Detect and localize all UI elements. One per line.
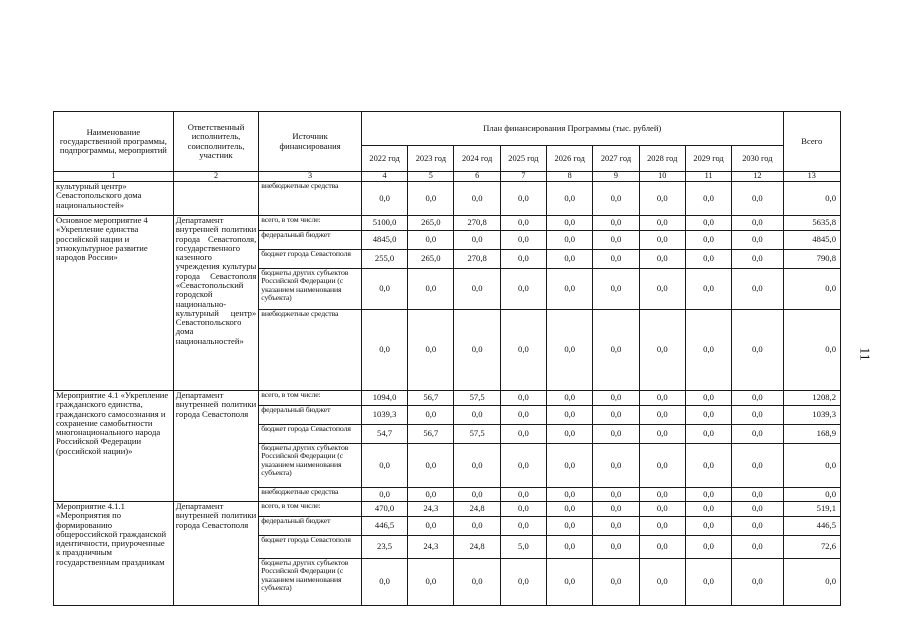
amount-cell: 0,0 <box>732 216 783 231</box>
amount-cell: 0,0 <box>500 406 546 425</box>
amount-cell: 446,5 <box>361 517 407 536</box>
year-header: 2023 год <box>408 146 454 172</box>
amount-cell: 0,0 <box>732 182 783 216</box>
amount-cell: 0,0 <box>593 559 639 606</box>
amount-cell: 270,8 <box>454 250 500 269</box>
total-cell: 519,1 <box>783 502 840 517</box>
responsible-executor: Департамент внутренней политики города Севастополя <box>173 391 259 502</box>
amount-cell: 0,0 <box>361 182 407 216</box>
amount-cell: 24,3 <box>408 536 454 559</box>
amount-cell: 0,0 <box>547 559 593 606</box>
amount-cell: 0,0 <box>361 269 407 310</box>
amount-cell: 0,0 <box>685 517 731 536</box>
year-header: 2030 год <box>732 146 783 172</box>
amount-cell: 265,0 <box>408 250 454 269</box>
total-cell: 0,0 <box>783 559 840 606</box>
amount-cell: 0,0 <box>593 182 639 216</box>
amount-cell: 0,0 <box>593 269 639 310</box>
column-number: 13 <box>783 172 840 182</box>
header-source: Источник финансирования <box>259 112 362 172</box>
total-cell: 0,0 <box>783 269 840 310</box>
amount-cell: 24,8 <box>454 536 500 559</box>
amount-cell: 0,0 <box>500 310 546 391</box>
amount-cell: 0,0 <box>547 502 593 517</box>
amount-cell: 0,0 <box>593 250 639 269</box>
amount-cell: 24,3 <box>408 502 454 517</box>
amount-cell: 0,0 <box>547 406 593 425</box>
funding-source: всего, в том числе: <box>259 216 362 231</box>
header-name: Наименование государственной программы, подпрограммы, мероприятий <box>54 112 174 172</box>
amount-cell: 0,0 <box>408 269 454 310</box>
amount-cell: 255,0 <box>361 250 407 269</box>
amount-cell: 0,0 <box>500 182 546 216</box>
amount-cell: 0,0 <box>685 269 731 310</box>
funding-source: бюджет города Севастополя <box>259 250 362 269</box>
measure-name: культурный центр» Севастопольского дома национальностей» <box>54 182 174 216</box>
amount-cell: 0,0 <box>732 406 783 425</box>
amount-cell: 0,0 <box>408 406 454 425</box>
amount-cell: 0,0 <box>408 444 454 488</box>
funding-source: внебюджетные средства <box>259 488 362 502</box>
amount-cell: 0,0 <box>732 517 783 536</box>
amount-cell: 0,0 <box>454 488 500 502</box>
amount-cell: 0,0 <box>454 444 500 488</box>
amount-cell: 0,0 <box>732 559 783 606</box>
amount-cell: 57,5 <box>454 425 500 444</box>
amount-cell: 0,0 <box>500 488 546 502</box>
amount-cell: 0,0 <box>685 444 731 488</box>
amount-cell: 0,0 <box>732 250 783 269</box>
column-number: 8 <box>547 172 593 182</box>
header-plan: План финансирования Программы (тыс. рублей) <box>361 112 783 146</box>
responsible-executor: Департамент внутренней политики города Севастополя <box>173 502 259 606</box>
amount-cell: 0,0 <box>685 559 731 606</box>
amount-cell: 24,8 <box>454 502 500 517</box>
amount-cell: 1039,3 <box>361 406 407 425</box>
amount-cell: 56,7 <box>408 425 454 444</box>
amount-cell: 0,0 <box>639 406 685 425</box>
amount-cell: 0,0 <box>547 444 593 488</box>
amount-cell: 4845,0 <box>361 231 407 250</box>
amount-cell: 0,0 <box>685 250 731 269</box>
amount-cell: 0,0 <box>454 231 500 250</box>
amount-cell: 0,0 <box>639 536 685 559</box>
amount-cell: 0,0 <box>547 517 593 536</box>
column-number: 3 <box>259 172 362 182</box>
amount-cell: 265,0 <box>408 216 454 231</box>
amount-cell: 0,0 <box>454 182 500 216</box>
measure-name: Мероприятие 4.1 «Укрепление гражданского единства, гражданского самосознания и сохранение самобытности многонационального народа Российской Федерации (российской нации)» <box>54 391 174 502</box>
amount-cell: 0,0 <box>685 536 731 559</box>
amount-cell: 0,0 <box>454 269 500 310</box>
total-cell: 5635,8 <box>783 216 840 231</box>
amount-cell: 0,0 <box>685 310 731 391</box>
amount-cell: 0,0 <box>593 425 639 444</box>
funding-source: федеральный бюджет <box>259 231 362 250</box>
amount-cell: 0,0 <box>361 310 407 391</box>
amount-cell: 0,0 <box>639 517 685 536</box>
amount-cell: 0,0 <box>593 488 639 502</box>
amount-cell: 0,0 <box>547 216 593 231</box>
year-header: 2024 год <box>454 146 500 172</box>
total-cell: 1039,3 <box>783 406 840 425</box>
amount-cell: 0,0 <box>639 391 685 406</box>
amount-cell: 0,0 <box>408 559 454 606</box>
column-number: 7 <box>500 172 546 182</box>
amount-cell: 0,0 <box>500 559 546 606</box>
table-row <box>54 502 841 517</box>
funding-source: бюджеты других субъектов Российской Федерации (с указанием наименования субъекта) <box>259 559 362 606</box>
amount-cell: 0,0 <box>547 425 593 444</box>
total-cell: 72,6 <box>783 536 840 559</box>
amount-cell: 0,0 <box>547 310 593 391</box>
amount-cell: 0,0 <box>685 502 731 517</box>
amount-cell: 0,0 <box>732 269 783 310</box>
amount-cell: 0,0 <box>639 444 685 488</box>
amount-cell: 0,0 <box>361 488 407 502</box>
funding-source: внебюджетные средства <box>259 182 362 216</box>
amount-cell: 0,0 <box>639 231 685 250</box>
amount-cell: 0,0 <box>500 502 546 517</box>
amount-cell: 5100,0 <box>361 216 407 231</box>
column-number: 9 <box>593 172 639 182</box>
amount-cell: 0,0 <box>361 559 407 606</box>
amount-cell: 23,5 <box>361 536 407 559</box>
amount-cell: 0,0 <box>685 488 731 502</box>
total-cell: 0,0 <box>783 182 840 216</box>
amount-cell: 0,0 <box>732 310 783 391</box>
amount-cell: 0,0 <box>547 182 593 216</box>
amount-cell: 57,5 <box>454 391 500 406</box>
column-number: 11 <box>685 172 731 182</box>
amount-cell: 0,0 <box>500 269 546 310</box>
funding-source: федеральный бюджет <box>259 406 362 425</box>
amount-cell: 0,0 <box>732 444 783 488</box>
year-header: 2029 год <box>685 146 731 172</box>
amount-cell: 0,0 <box>732 488 783 502</box>
amount-cell: 0,0 <box>593 502 639 517</box>
amount-cell: 0,0 <box>454 559 500 606</box>
amount-cell: 0,0 <box>593 517 639 536</box>
amount-cell: 0,0 <box>685 425 731 444</box>
amount-cell: 0,0 <box>547 536 593 559</box>
amount-cell: 0,0 <box>454 406 500 425</box>
header-responsible: Ответственный исполнитель, соисполнитель, участник <box>173 112 259 172</box>
total-cell: 446,5 <box>783 517 840 536</box>
amount-cell: 0,0 <box>500 391 546 406</box>
amount-cell: 270,8 <box>454 216 500 231</box>
amount-cell: 0,0 <box>408 488 454 502</box>
amount-cell: 0,0 <box>732 231 783 250</box>
total-cell: 0,0 <box>783 444 840 488</box>
amount-cell: 54,7 <box>361 425 407 444</box>
amount-cell: 0,0 <box>685 406 731 425</box>
amount-cell: 0,0 <box>593 536 639 559</box>
amount-cell: 0,0 <box>408 182 454 216</box>
amount-cell: 0,0 <box>593 444 639 488</box>
amount-cell: 0,0 <box>547 269 593 310</box>
year-header: 2025 год <box>500 146 546 172</box>
amount-cell: 0,0 <box>500 425 546 444</box>
total-cell: 0,0 <box>783 310 840 391</box>
amount-cell: 0,0 <box>547 250 593 269</box>
year-header: 2028 год <box>639 146 685 172</box>
column-number: 5 <box>408 172 454 182</box>
amount-cell: 0,0 <box>732 425 783 444</box>
amount-cell: 0,0 <box>639 250 685 269</box>
funding-source: бюджет города Севастополя <box>259 536 362 559</box>
total-cell: 790,8 <box>783 250 840 269</box>
year-header: 2022 год <box>361 146 407 172</box>
table-row <box>54 182 841 216</box>
amount-cell: 0,0 <box>639 502 685 517</box>
amount-cell: 0,0 <box>593 391 639 406</box>
responsible-executor <box>173 182 259 216</box>
amount-cell: 0,0 <box>547 488 593 502</box>
amount-cell: 0,0 <box>732 502 783 517</box>
table-row <box>54 391 841 406</box>
column-number: 2 <box>173 172 259 182</box>
amount-cell: 0,0 <box>639 425 685 444</box>
funding-source: внебюджетные средства <box>259 310 362 391</box>
amount-cell: 0,0 <box>454 310 500 391</box>
funding-source: бюджеты других субъектов Российской Федерации (с указанием наименования субъекта) <box>259 269 362 310</box>
total-cell: 168,9 <box>783 425 840 444</box>
financing-table <box>53 111 841 606</box>
amount-cell: 0,0 <box>639 310 685 391</box>
funding-source: бюджеты других субъектов Российской Федерации (с указанием наименования субъекта) <box>259 444 362 488</box>
amount-cell: 5,0 <box>500 536 546 559</box>
funding-source: федеральный бюджет <box>259 517 362 536</box>
amount-cell: 1094,0 <box>361 391 407 406</box>
amount-cell: 0,0 <box>593 231 639 250</box>
measure-name: Мероприятие 4.1.1 «Мероприятия по формированию общероссийской гражданской идентичности, приуроченные к праздничным государственным праздникам <box>54 502 174 606</box>
amount-cell: 0,0 <box>593 406 639 425</box>
table-row <box>54 216 841 231</box>
amount-cell: 0,0 <box>500 216 546 231</box>
column-number: 12 <box>732 172 783 182</box>
funding-source: бюджет города Севастополя <box>259 425 362 444</box>
measure-name: Основное мероприятие 4 «Укрепление единства российской нации и этнокультурное развитие народов России» <box>54 216 174 391</box>
amount-cell: 56,7 <box>408 391 454 406</box>
amount-cell: 0,0 <box>500 250 546 269</box>
column-number: 6 <box>454 172 500 182</box>
year-header: 2027 год <box>593 146 639 172</box>
amount-cell: 0,0 <box>685 182 731 216</box>
amount-cell: 0,0 <box>593 310 639 391</box>
amount-cell: 0,0 <box>732 391 783 406</box>
header-total: Всего <box>783 112 840 172</box>
amount-cell: 0,0 <box>732 536 783 559</box>
responsible-executor: Департамент внутренней политики города Севастополя, государственного казенного учреждения культуры города Севастополя «Севастопольский городской национально-культурный центр» Севастопольского дома национальностей» <box>173 216 259 391</box>
year-header: 2026 год <box>547 146 593 172</box>
column-number: 10 <box>639 172 685 182</box>
amount-cell: 0,0 <box>408 231 454 250</box>
amount-cell: 0,0 <box>547 391 593 406</box>
amount-cell: 0,0 <box>593 216 639 231</box>
amount-cell: 0,0 <box>685 231 731 250</box>
amount-cell: 0,0 <box>639 488 685 502</box>
amount-cell: 0,0 <box>408 310 454 391</box>
amount-cell: 0,0 <box>408 517 454 536</box>
column-number: 1 <box>54 172 174 182</box>
amount-cell: 0,0 <box>685 216 731 231</box>
amount-cell: 0,0 <box>500 231 546 250</box>
amount-cell: 470,0 <box>361 502 407 517</box>
amount-cell: 0,0 <box>547 231 593 250</box>
amount-cell: 0,0 <box>639 559 685 606</box>
amount-cell: 0,0 <box>500 444 546 488</box>
amount-cell: 0,0 <box>500 517 546 536</box>
funding-source: всего, в том числе: <box>259 502 362 517</box>
amount-cell: 0,0 <box>639 269 685 310</box>
funding-source: всего, в том числе: <box>259 391 362 406</box>
total-cell: 1208,2 <box>783 391 840 406</box>
page-number: 11 <box>856 347 872 361</box>
amount-cell: 0,0 <box>685 391 731 406</box>
column-number: 4 <box>361 172 407 182</box>
total-cell: 4845,0 <box>783 231 840 250</box>
amount-cell: 0,0 <box>639 182 685 216</box>
total-cell: 0,0 <box>783 488 840 502</box>
amount-cell: 0,0 <box>361 444 407 488</box>
amount-cell: 0,0 <box>454 517 500 536</box>
amount-cell: 0,0 <box>639 216 685 231</box>
